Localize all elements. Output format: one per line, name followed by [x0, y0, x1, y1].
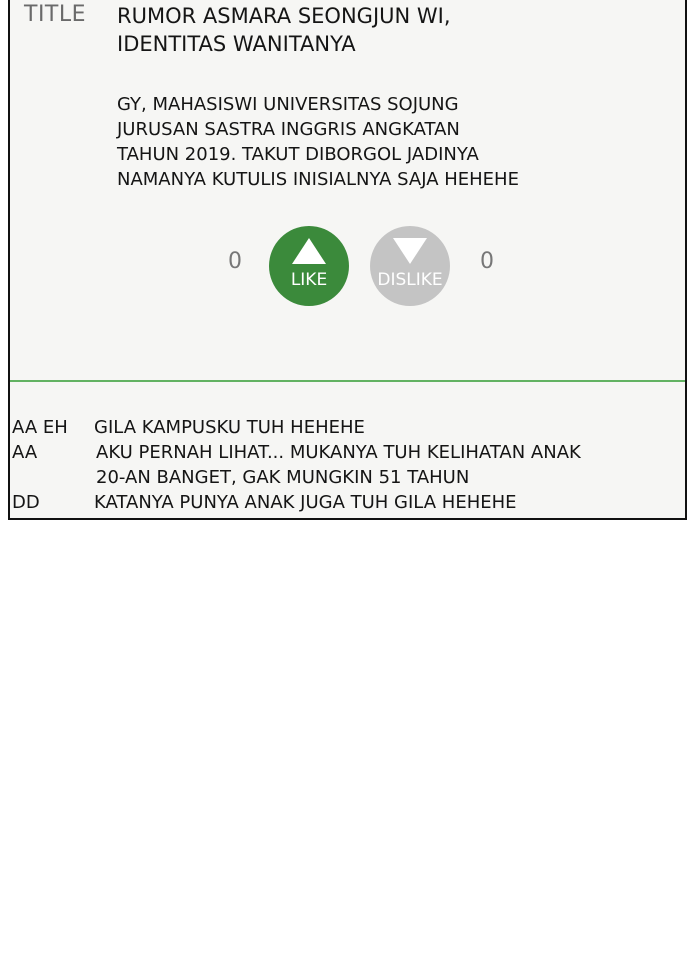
- comment-text: AKU PERNAH LIHAT... MUKANYA TUH KELIHATAN ANAK 20-AN BANGET, GAK MUNGKIN 51 TAHUN: [96, 442, 581, 488]
- comments-divider: [10, 380, 685, 382]
- arrow-up-icon: [292, 238, 326, 264]
- post-title: RUMOR ASMARA SEONGJUN WI, IDENTITAS WANITANYA: [117, 4, 451, 56]
- comment-text: KATANYA PUNYA ANAK JUGA TUH GILA HEHEHE: [94, 492, 517, 513]
- like-button[interactable]: [269, 226, 349, 306]
- dislike-button-label: DISLIKE: [377, 270, 443, 290]
- title-label: TITLE: [24, 2, 87, 27]
- post-body: GY, MAHASISWI UNIVERSITAS SOJUNG JURUSAN SASTRA INGGRIS ANGKATAN TAHUN 2019. TAKUT DIBORGOL JADINYA NAMANYA KUTULIS INISIALNYA SAJA HEHEHE: [117, 94, 519, 190]
- like-button-label: LIKE: [290, 270, 328, 290]
- dislike-button[interactable]: [370, 226, 450, 306]
- comment-author: DD: [12, 492, 40, 513]
- comment-text: GILA KAMPUSKU TUH HEHEHE: [94, 417, 365, 438]
- arrow-down-icon: [393, 238, 427, 264]
- forum-post-panel: [8, 0, 687, 520]
- comment-author: AA EH: [12, 417, 68, 438]
- comment-author: AA: [12, 442, 38, 463]
- like-count: 0: [228, 249, 242, 274]
- dislike-count: 0: [480, 249, 494, 274]
